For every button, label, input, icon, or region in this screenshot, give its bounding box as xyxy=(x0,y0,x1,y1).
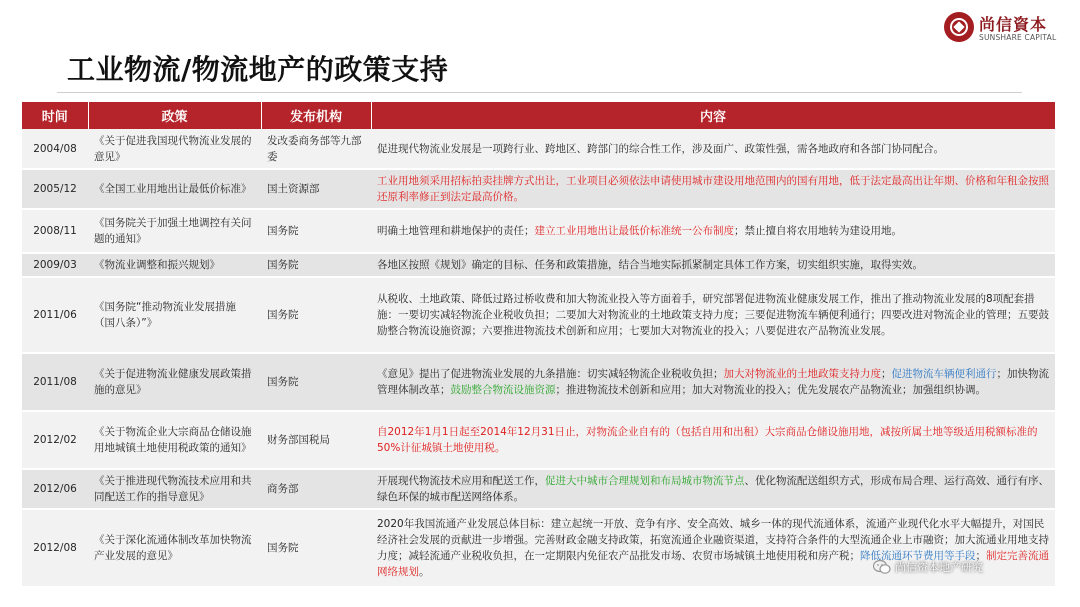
cell-content xyxy=(371,277,1055,353)
cell-agency: 国务院 xyxy=(261,509,371,587)
cell-content xyxy=(371,209,1055,253)
brand-emblem-icon xyxy=(944,12,974,42)
cell-date: 2012/08 xyxy=(22,509,88,587)
cell-agency: 国务院 xyxy=(261,353,371,411)
cell-date: 2009/03 xyxy=(22,253,88,277)
content-segment: 加大对物流业的土地政策支持力度 xyxy=(723,368,881,380)
content-segment: 促进大中城市合理规划和布局城市物流节点 xyxy=(545,475,745,487)
header-date: 时间 xyxy=(22,102,88,129)
content-segment: ； xyxy=(881,368,892,380)
cell-content xyxy=(371,129,1055,169)
content-segment: ；推进物流技术创新和应用；加大对物流业的投入；优先发展农产品物流业；加强组织协调。 xyxy=(555,384,986,396)
header-policy: 政策 xyxy=(88,102,261,129)
content-segment: 降低流通环节费用等手段 xyxy=(860,550,976,562)
header-agency: 发布机构 xyxy=(261,102,371,129)
content-segment: 建立工业用地出让最低价标准统一公布制度 xyxy=(534,225,734,237)
cell-policy: 《关于促进我国现代物流业发展的意见》 xyxy=(88,129,261,169)
cell-agency: 财务部国税局 xyxy=(261,411,371,469)
content-segment: ；禁止擅自将农用地转为建设用地。 xyxy=(734,225,902,237)
content-segment: 各地区按照《规划》确定的目标、任务和政策措施，结合当地实际抓紧制定具体工作方案，切实组织实施，取得实效。 xyxy=(377,259,923,271)
cell-policy: 《关于推进现代物流技术应用和共同配送工作的指导意见》 xyxy=(88,469,261,509)
cell-date: 2011/06 xyxy=(22,277,88,353)
wechat-icon xyxy=(873,559,891,575)
table-row xyxy=(22,169,1055,209)
cell-agency: 国务院 xyxy=(261,209,371,253)
cell-agency: 商务部 xyxy=(261,469,371,509)
cell-policy: 《国务院“推动物流业发展措施（国八条）”》 xyxy=(88,277,261,353)
content-segment: 工业用地须采用招标拍卖挂牌方式出让，工业项目必须依法申请使用城市建设用地范围内的国有用地，低于法定最高出让年期、价格和年租金按照还原利率修正到法定最高价格。 xyxy=(377,175,1049,203)
cell-date: 2004/08 xyxy=(22,129,88,169)
cell-content xyxy=(371,253,1055,277)
page-title: 工业物流/物流地产的政策支持 xyxy=(67,53,449,86)
cell-date: 2008/11 xyxy=(22,209,88,253)
table-row xyxy=(22,353,1055,411)
brand-name-en: SUNSHARE CAPITAL xyxy=(979,33,1057,42)
cell-policy: 《物流业调整和振兴规划》 xyxy=(88,253,261,277)
content-segment: 制定完善流通网络规划 xyxy=(377,550,1049,578)
header-content: 内容 xyxy=(371,102,1055,129)
content-segment: 。 xyxy=(419,566,430,578)
policy-table xyxy=(22,102,1056,588)
content-segment: 鼓励整合物流设施资源 xyxy=(450,384,556,396)
cell-policy: 《国务院关于加强土地调控有关问题的通知》 xyxy=(88,209,261,253)
table-row xyxy=(22,253,1055,277)
content-segment: 自2012年1月1日起至2014年12月31日止，对物流企业自有的（包括自用和出租）大宗商品仓储设施用地，减按所属土地等级适用税额标准的50%计征城镇土地使用税。 xyxy=(377,426,1038,454)
content-segment: ；加快物流管理体制改革； xyxy=(377,368,1049,396)
cell-content xyxy=(371,411,1055,469)
content-segment: 开展现代物流技术应用和配送工作， xyxy=(377,475,545,487)
brand-name-cn: 尚信資本 xyxy=(979,15,1048,34)
brand-logo xyxy=(944,12,1056,46)
cell-agency: 国务院 xyxy=(261,277,371,353)
content-segment: ； xyxy=(975,550,986,562)
content-segment: 明确土地管理和耕地保护的责任； xyxy=(377,225,535,237)
watermark-text: 尚信资本地产研究 xyxy=(895,561,983,574)
cell-policy: 《关于深化流通体制改革加快物流产业发展的意见》 xyxy=(88,509,261,587)
table-row xyxy=(22,129,1055,169)
cell-content xyxy=(371,169,1055,209)
table-row xyxy=(22,411,1055,469)
cell-date: 2005/12 xyxy=(22,169,88,209)
table-row xyxy=(22,469,1055,509)
cell-date: 2012/02 xyxy=(22,411,88,469)
content-segment: 、优化物流配送组织方式，形成布局合理、运行高效、通行有序、绿色环保的城市配送网络体系。 xyxy=(377,475,1049,503)
content-segment: 从税收、土地政策、降低过路过桥收费和加大物流业投入等方面着手，研究部署促进物流业健康发展工作，推出了推动物流业发展的8项配套措施：一要切实减轻物流企业税收负担；二要加大对物流业的土地政策支持力度；三要促进物流车辆便利通行；四要改进对物流企业的管理；五要鼓励整合物流设施资源；六要推进物流技术创新和应用；七要加大对物流业的投入；八要促进农产品物流业发展。 xyxy=(377,293,1049,337)
table-row xyxy=(22,209,1055,253)
content-segment: 《意见》提出了促进物流业发展的九条措施：切实减轻物流企业税收负担； xyxy=(377,368,724,380)
content-segment: 2020年我国流通产业发展总体目标：建立起统一开放、竞争有序、安全高效、城乡一体的现代流通体系，流通产业现代化水平大幅提升，对国民经济社会发展的贡献进一步增强。完善财政金融支持政策，拓宽流通企业融资渠道，支持符合条件的大型流通企业上市融资；加大流通业用地支持力度；减轻流通产业税收负担，在一定期限内免征农产品批发市场、农贸市场城镇土地使用税和房产税； xyxy=(377,518,1049,562)
table-header-row xyxy=(22,102,1055,129)
cell-agency: 发改委商务部等九部委 xyxy=(261,129,371,169)
cell-content xyxy=(371,469,1055,509)
cell-policy: 《关于物流企业大宗商品仓储设施用地城镇土地使用税政策的通知》 xyxy=(88,411,261,469)
cell-policy: 《全国工业用地出让最低价标准》 xyxy=(88,169,261,209)
cell-agency: 国土资源部 xyxy=(261,169,371,209)
watermark xyxy=(873,557,1038,579)
title-divider xyxy=(57,92,1022,93)
cell-date: 2012/06 xyxy=(22,469,88,509)
cell-date: 2011/08 xyxy=(22,353,88,411)
cell-policy: 《关于促进物流业健康发展政策措施的意见》 xyxy=(88,353,261,411)
content-segment: 促进现代物流业发展是一项跨行业、跨地区、跨部门的综合性工作，涉及面广、政策性强，需各地政府和各部门协同配合。 xyxy=(377,142,944,155)
cell-content xyxy=(371,353,1055,411)
content-segment: 促进物流车辆便利通行 xyxy=(891,368,997,380)
cell-agency: 国务院 xyxy=(261,253,371,277)
table-row xyxy=(22,277,1055,353)
